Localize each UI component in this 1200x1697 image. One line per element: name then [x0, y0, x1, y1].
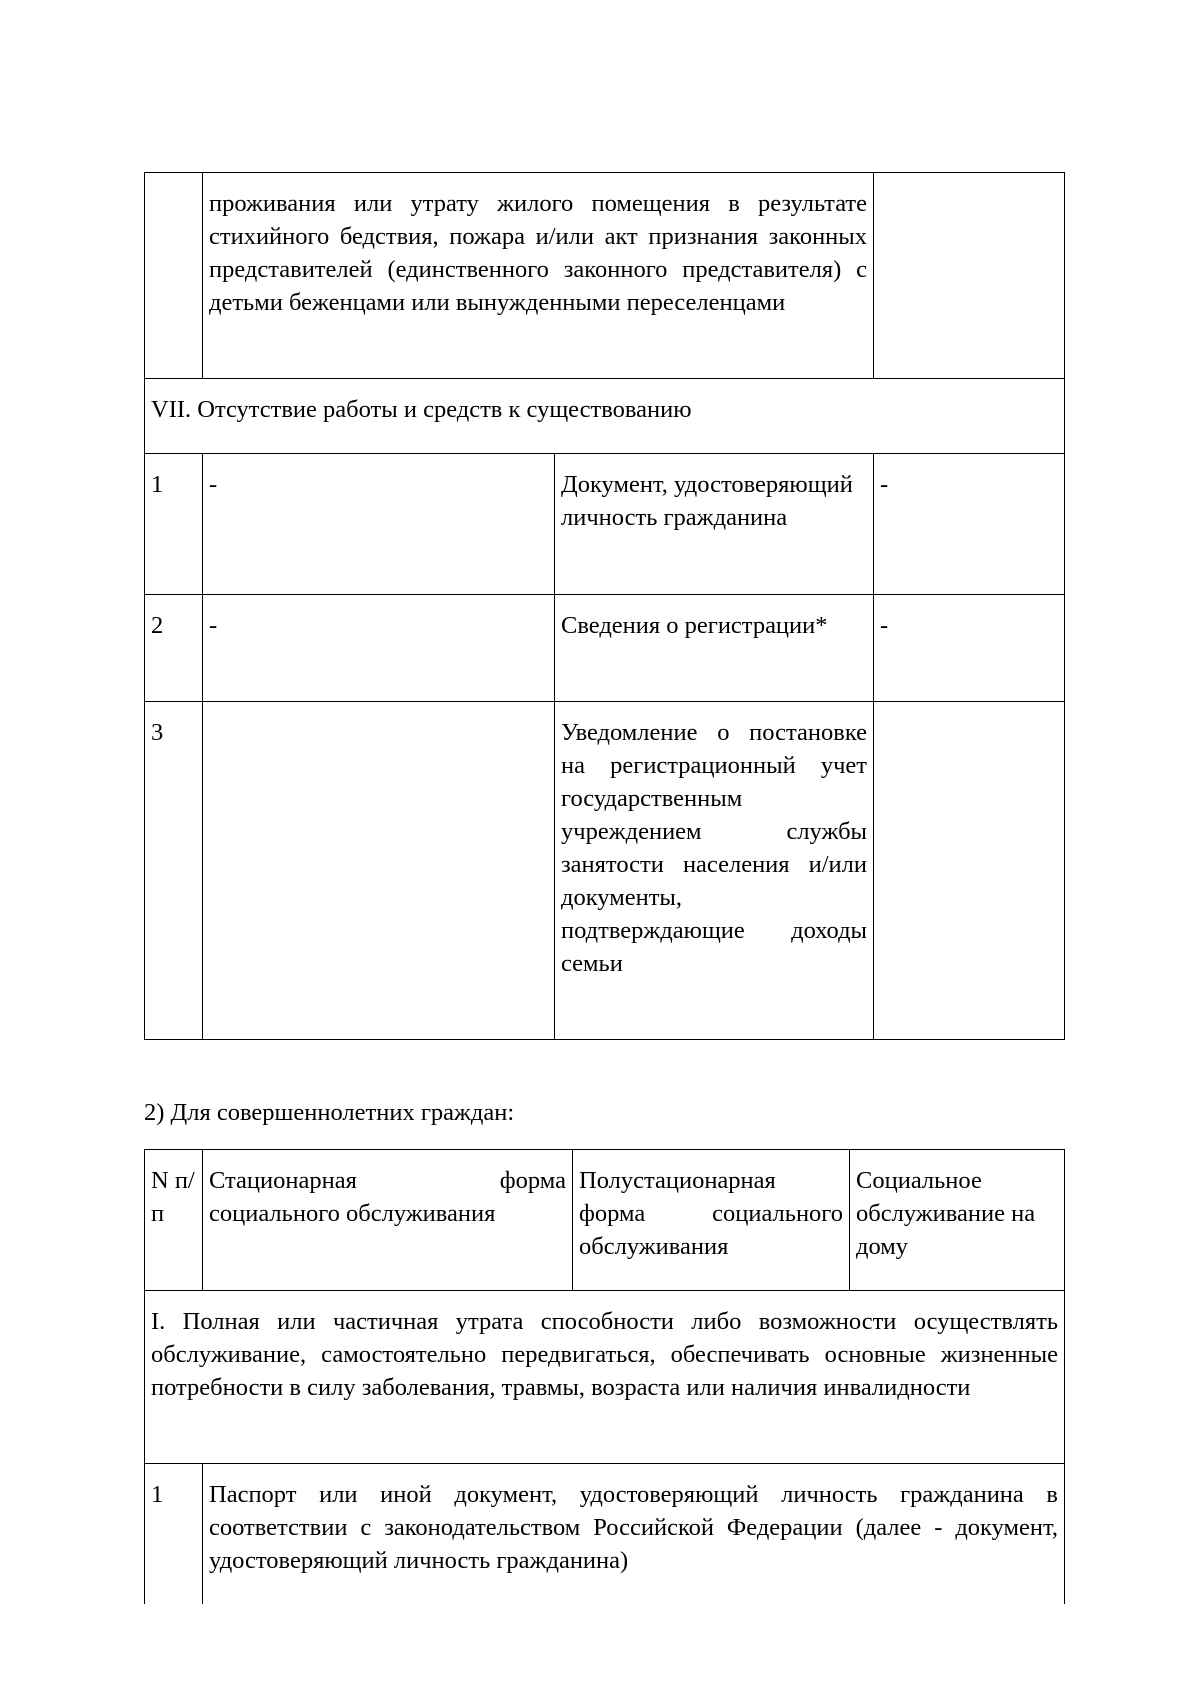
- section-title: VII. Отсутствие работы и средств к существованию: [145, 379, 1065, 454]
- row-number: 1: [145, 454, 203, 595]
- table-row: [145, 595, 1065, 702]
- header-stationary: Стационарная форма социального обслуживания: [203, 1150, 573, 1291]
- table-row: [145, 702, 1065, 1040]
- document-cell: Уведомление о постановке на регистрационный учет государственным учреждением службы занятости населения и/или документы, подтверждающие доходы семьи: [555, 702, 874, 1040]
- table-cell: [874, 702, 1065, 1040]
- document-cell: Документ, удостоверяющий личность гражданина: [555, 454, 874, 595]
- section-row: [145, 1291, 1065, 1464]
- document-cell: Сведения о регистрации*: [555, 595, 874, 702]
- section-row: [145, 379, 1065, 454]
- document-cell: Паспорт или иной документ, удостоверяющий личность гражданина в соответствии с законодательством Российской Федерации (далее - документ, удостоверяющий личность гражданина): [203, 1464, 1065, 1604]
- table-cell: [874, 173, 1065, 379]
- documents-table-continued: [144, 172, 1065, 1040]
- header-home-service: Социальное обслуживание на дому: [850, 1150, 1065, 1291]
- table-row: [145, 1464, 1065, 1604]
- adult-services-table: [144, 1149, 1065, 1604]
- header-semistationary: Полустационарная форма социального обслуживания: [573, 1150, 850, 1291]
- table-cell: [145, 173, 203, 379]
- header-number: N п/п: [145, 1150, 203, 1291]
- table-cell: -: [874, 454, 1065, 595]
- table-cell: -: [874, 595, 1065, 702]
- table-cell: -: [203, 595, 555, 702]
- table-cell: [203, 702, 555, 1040]
- header-row: [145, 1150, 1065, 1291]
- row-number: 3: [145, 702, 203, 1040]
- table-row: [145, 173, 1065, 379]
- continuation-text: проживания или утрату жилого помещения в результате стихийного бедствия, пожара и/или акт признания законных представителей (единственного законного представителя) с детьми беженцами или вынужденными переселенцами: [203, 173, 874, 379]
- row-number: 2: [145, 595, 203, 702]
- section-title: I. Полная или частичная утрата способности либо возможности осуществлять обслуживание, самостоятельно передвигаться, обеспечивать основные жизненные потребности в силу заболевания, травмы, возраста или наличия инвалидности: [145, 1291, 1065, 1464]
- table-cell: -: [203, 454, 555, 595]
- section-heading: 2) Для совершеннолетних граждан:: [144, 1099, 515, 1126]
- table-row: [145, 454, 1065, 595]
- row-number: 1: [145, 1464, 203, 1604]
